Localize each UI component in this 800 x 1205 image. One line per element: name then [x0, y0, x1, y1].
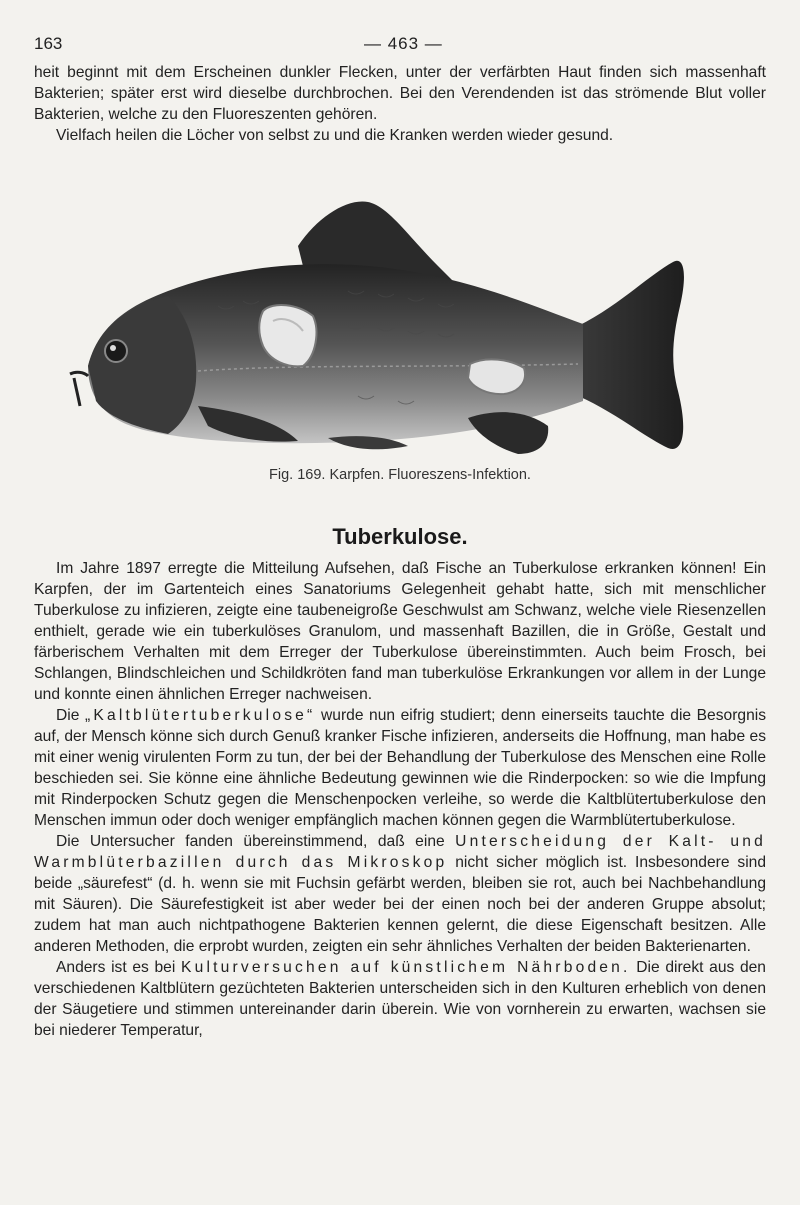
carp-drawing	[58, 196, 748, 466]
intro-paragraph-2: Vielfach heilen die Löcher von selbst zu und die Kranken werden wieder gesund.	[56, 127, 614, 144]
anal-fin	[468, 412, 548, 454]
head	[88, 296, 196, 434]
intro-text	[34, 62, 766, 146]
carp-illustration	[58, 196, 748, 466]
spaced-term: Unterscheidung der Kalt- und Warmblüterbazillen durch das Mikroskop	[34, 833, 766, 871]
figure-caption: Fig. 169. Karpfen. Fluoreszens-Infektion.	[269, 467, 531, 483]
page-number-left: 163	[34, 34, 63, 53]
intro-paragraph-1: heit beginnt mit dem Erscheinen dunkler Flecken, unter der verfärbten Haut finden sich massenhaft Bakterien; später erst wird dieselbe durchbrochen. Bei den Verendenden ist das strömende Blut voller Bakterien, welche zu den Fluoreszenten gehören.	[34, 64, 766, 123]
paragraph-2: Die „Kaltblütertuberkulose“ wurde nun eifrig studiert; denn einerseits tauchte die Besorgnis auf, der Mensch könne sich durch Genuß kranker Fische infizieren, anderseits die Hoffnung, man habe es mit einer wenig virulenten Form zu tun, der bei der Behandlung der Tuberkulose des Menschen eine Rolle beschieden sei. Sie könne eine ähnliche Bedeutung gewinnen wie die Rinderpocken: so wie die Impfung mit Rinderpocken Schutz gegen die Menschenpocken verleihe, so werde die Kaltblütertuberkulose den Menschen immun oder doch weniger empfänglich machen können gegen die Warmblütertuberkulose.	[34, 707, 767, 829]
page-header	[34, 34, 770, 58]
paragraph-3: Die Untersucher fanden übereinstimmend, daß eine Unterscheidung der Kalt- und Warmblüterbazillen durch das Mikroskop nicht sicher möglich ist. Insbesondere sind beide „säurefest“ (d. h. wenn sie mit Fuchsin gefärbt werden, bleiben sie rot, auch bei Nachbehandlung mit Säuren). Die Säurefestigkeit ist aber weder bei der einen noch bei der anderen Gruppe absolut; zudem hat man auch nichtpathogene Bakterien kennen gelernt, die diese Eigenschaft besitzen. Alle anderen Methoden, die erprobt wurden, zeigten ein sehr ähnliches Verhalten der beiden Bakterienarten.	[34, 833, 766, 955]
section-title: Tuberkulose.	[332, 524, 468, 549]
eye-icon	[105, 340, 127, 362]
spaced-term: „Kaltblütertuberkulose“	[84, 707, 316, 724]
paragraph-1: Im Jahre 1897 erregte die Mitteilung Aufsehen, daß Fische an Tuberkulose erkranken können! Ein Karpfen, der im Gartenteich eines Sanatoriums Gelegenheit gehabt hatte, sich mit menschlicher Tuberkulose zu infizieren, zeigte eine taubeneigroße Geschwulst am Schwanz, welche viele Riesenzellen enthielt, gerade wie ein tuberkulöses Granulom, und massenhaft Bazillen, die in Größe, Gestalt und färberischem Verhalten mit dem Erreger der Tuberkulose übereinstimmten. Auch beim Frosch, bei Schlangen, Blindschleichen und Schildkröten fand man tuberkulöse Erkrankungen vor allem in der Lunge und konnte einen ähnlichen Erreger nachweisen.	[34, 560, 766, 703]
spaced-term: Kulturversuchen auf künstlichem Nährboden.	[180, 959, 631, 976]
page-number-center: — 463 —	[364, 34, 443, 53]
paragraph-4: Anders ist es bei Kulturversuchen auf künstlichem Nährboden. Die direkt aus den verschiedenen Kaltblütern gezüchteten Bakterien unterscheiden sich in den Kulturen erheblich von denen der Säugetiere und stimmen untereinander darin überein. Wie von vornherein zu erwarten, wachsen sie bei niederer Temperatur,	[34, 959, 766, 1039]
tail-fin	[578, 261, 684, 449]
main-text	[34, 558, 766, 1041]
